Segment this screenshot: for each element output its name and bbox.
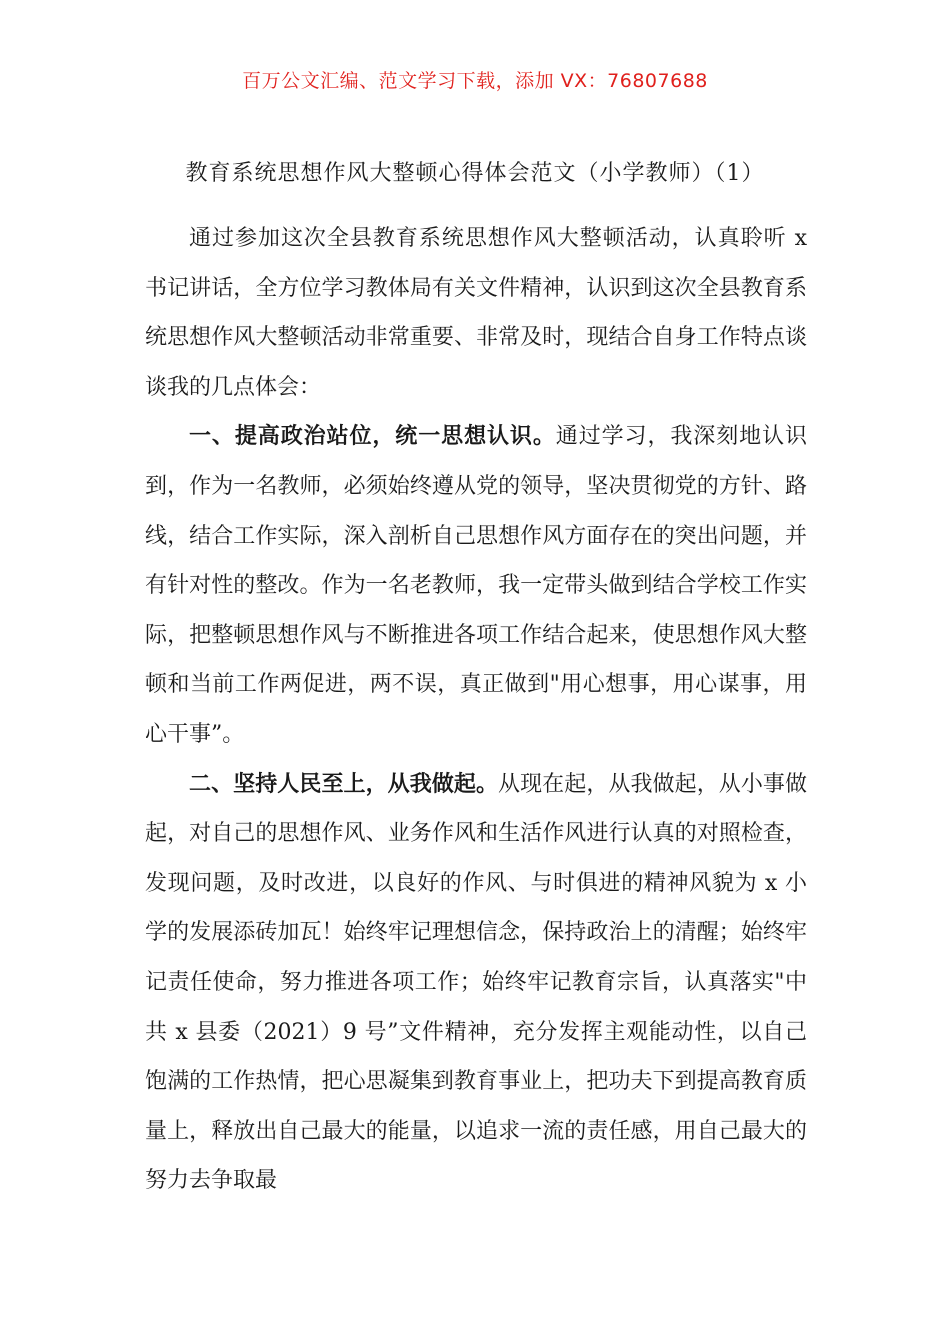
section-heading-2: 二、坚持人民至上，从我做起。: [189, 771, 499, 797]
document-body: [145, 214, 807, 1206]
section-paragraph-1: [145, 412, 807, 759]
section-text-2: 从现在起，从我做起，从小事做起，对自己的思想作风、业务作风和生活作风进行认真的对照检查，发现问题，及时改进，以良好的作风、与时俱进的精神风貌为 x 小学的发展添砖加瓦！始终牢记理想信念，保持政治上的清醒；始终牢记责任使命，努力推进各项工作；始终牢记教育宗旨，认真落实"中共 x 县委（2021）9 号”文件精神，充分发挥主观能动性，以自己饱满的工作热情，把心思凝集到教育事业上，把功夫下到提高教育质量上，释放出自己最大的能量，以追求一流的责任感，用自己最大的努力去争取最: [145, 771, 807, 1194]
watermark-header: 百万公文汇编、范文学习下载，添加 VX：76807688: [242, 70, 708, 92]
section-text-1: 通过学习，我深刻地认识到，作为一名教师，必须始终遵从党的领导，坚决贯彻党的方针、路线，结合工作实际，深入剖析自己思想作风方面存在的突出问题，并有针对性的整改。作为一名老教师，我一定带头做到结合学校工作实际，把整顿思想作风与不断推进各项工作结合起来，使思想作风大整顿和当前工作两促进，两不误，真正做到"用心想事，用心谋事，用心干事”。: [145, 424, 807, 747]
intro-paragraph: 通过参加这次全县教育系统思想作风大整顿活动，认真聆听 x 书记讲话，全方位学习教体局有关文件精神，认识到这次全县教育系统思想作风大整顿活动非常重要、非常及时，现结合自身工作特点谈谈我的几点体会：: [145, 226, 807, 400]
document-title: 教育系统思想作风大整顿心得体会范文（小学教师）（1）: [185, 161, 765, 186]
section-heading-1: 一、提高政治站位，统一思想认识。: [189, 424, 556, 450]
section-paragraph-2: [145, 760, 807, 1206]
